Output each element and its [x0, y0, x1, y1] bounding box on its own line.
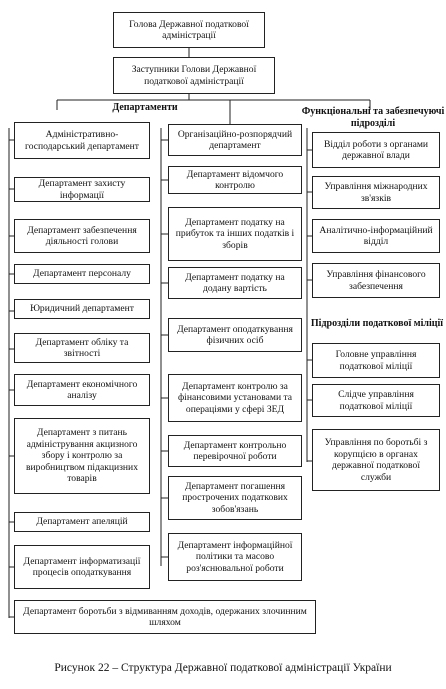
functional-header: Функціональні та забезпечуючі підрозділі [301, 106, 445, 129]
departments-header: Департаменти [112, 102, 178, 113]
dept-head-support: Департамент забезпечення діяльності голови [14, 219, 150, 253]
militia-header: Підрозділи податкової міліції [310, 318, 444, 329]
dept-financial-control: Департамент контролю за фінансовими установами та операціями у сфері ЗЕД [168, 374, 302, 422]
head-box [113, 12, 265, 48]
dept-info-protection: Департамент захисту інформації [14, 177, 150, 202]
unit-international: Управління міжнародних зв'язків [312, 176, 440, 209]
unit-analytics: Аналітично-інформаційний відділ [312, 219, 440, 253]
unit-tax-militia-main: Головне управління податкової міліції [312, 343, 440, 378]
unit-anti-corruption: Управління по боротьбі з корупцією в органах державної податкової служби [312, 429, 440, 491]
dept-audit: Департамент контрольно перевірочної роботи [168, 435, 302, 467]
dept-tax-informatization: Департамент інформатизації процесів оподаткування [14, 545, 150, 589]
head-label: Голова Державної податкової адміністрації [129, 18, 249, 41]
unit-tax-militia-investigation: Слідче управління податкової міліції [312, 384, 440, 417]
dept-accounting: Департамент обліку та звітності [14, 333, 150, 363]
unit-finance: Управління фінансового забезпечення [312, 263, 440, 298]
dept-admin-economic: Адміністративно-господарський департамент [14, 122, 150, 159]
dept-vat: Департамент податку на додану вартість [168, 267, 302, 299]
dept-overdue-obligations: Департамент погашення прострочених податкових зобов'язань [168, 476, 302, 520]
dept-economic-analysis: Департамент економічного аналізу [14, 374, 150, 406]
dept-excise: Департамент з питань адміністрування акцизного збору і контролю за виробництвом підакцизних товарів [14, 418, 150, 494]
dept-appeals: Департамент апеляцій [14, 512, 150, 532]
dept-legal: Юридичний департамент [14, 299, 150, 319]
dept-internal-control: Департамент відомчого контролю [168, 166, 302, 194]
unit-gov-relations: Відділ роботи з органами державної влади [312, 132, 440, 168]
dept-personnel: Департамент персоналу [14, 264, 150, 284]
dept-profit-tax: Департамент податку на прибуток та інших податків і зборів [168, 207, 302, 261]
deputy-box [113, 57, 275, 94]
dept-info-policy: Департамент інформаційної політики та масово роз'яснювальної роботи [168, 533, 302, 581]
figure-caption: Рисунок 22 – Структура Державної податкової адміністрації України [54, 662, 392, 674]
dept-organizational: Організаційно-розпорядчий департамент [168, 124, 302, 156]
deputy-label: Заступники Голови Державної податкової адміністрації [131, 64, 257, 87]
dept-anti-money-laundering: Департамент боротьби з відмиванням доходів, одержаних злочинним шляхом [14, 600, 316, 634]
dept-individuals-tax: Департамент оподаткування фізичних осіб [168, 318, 302, 352]
